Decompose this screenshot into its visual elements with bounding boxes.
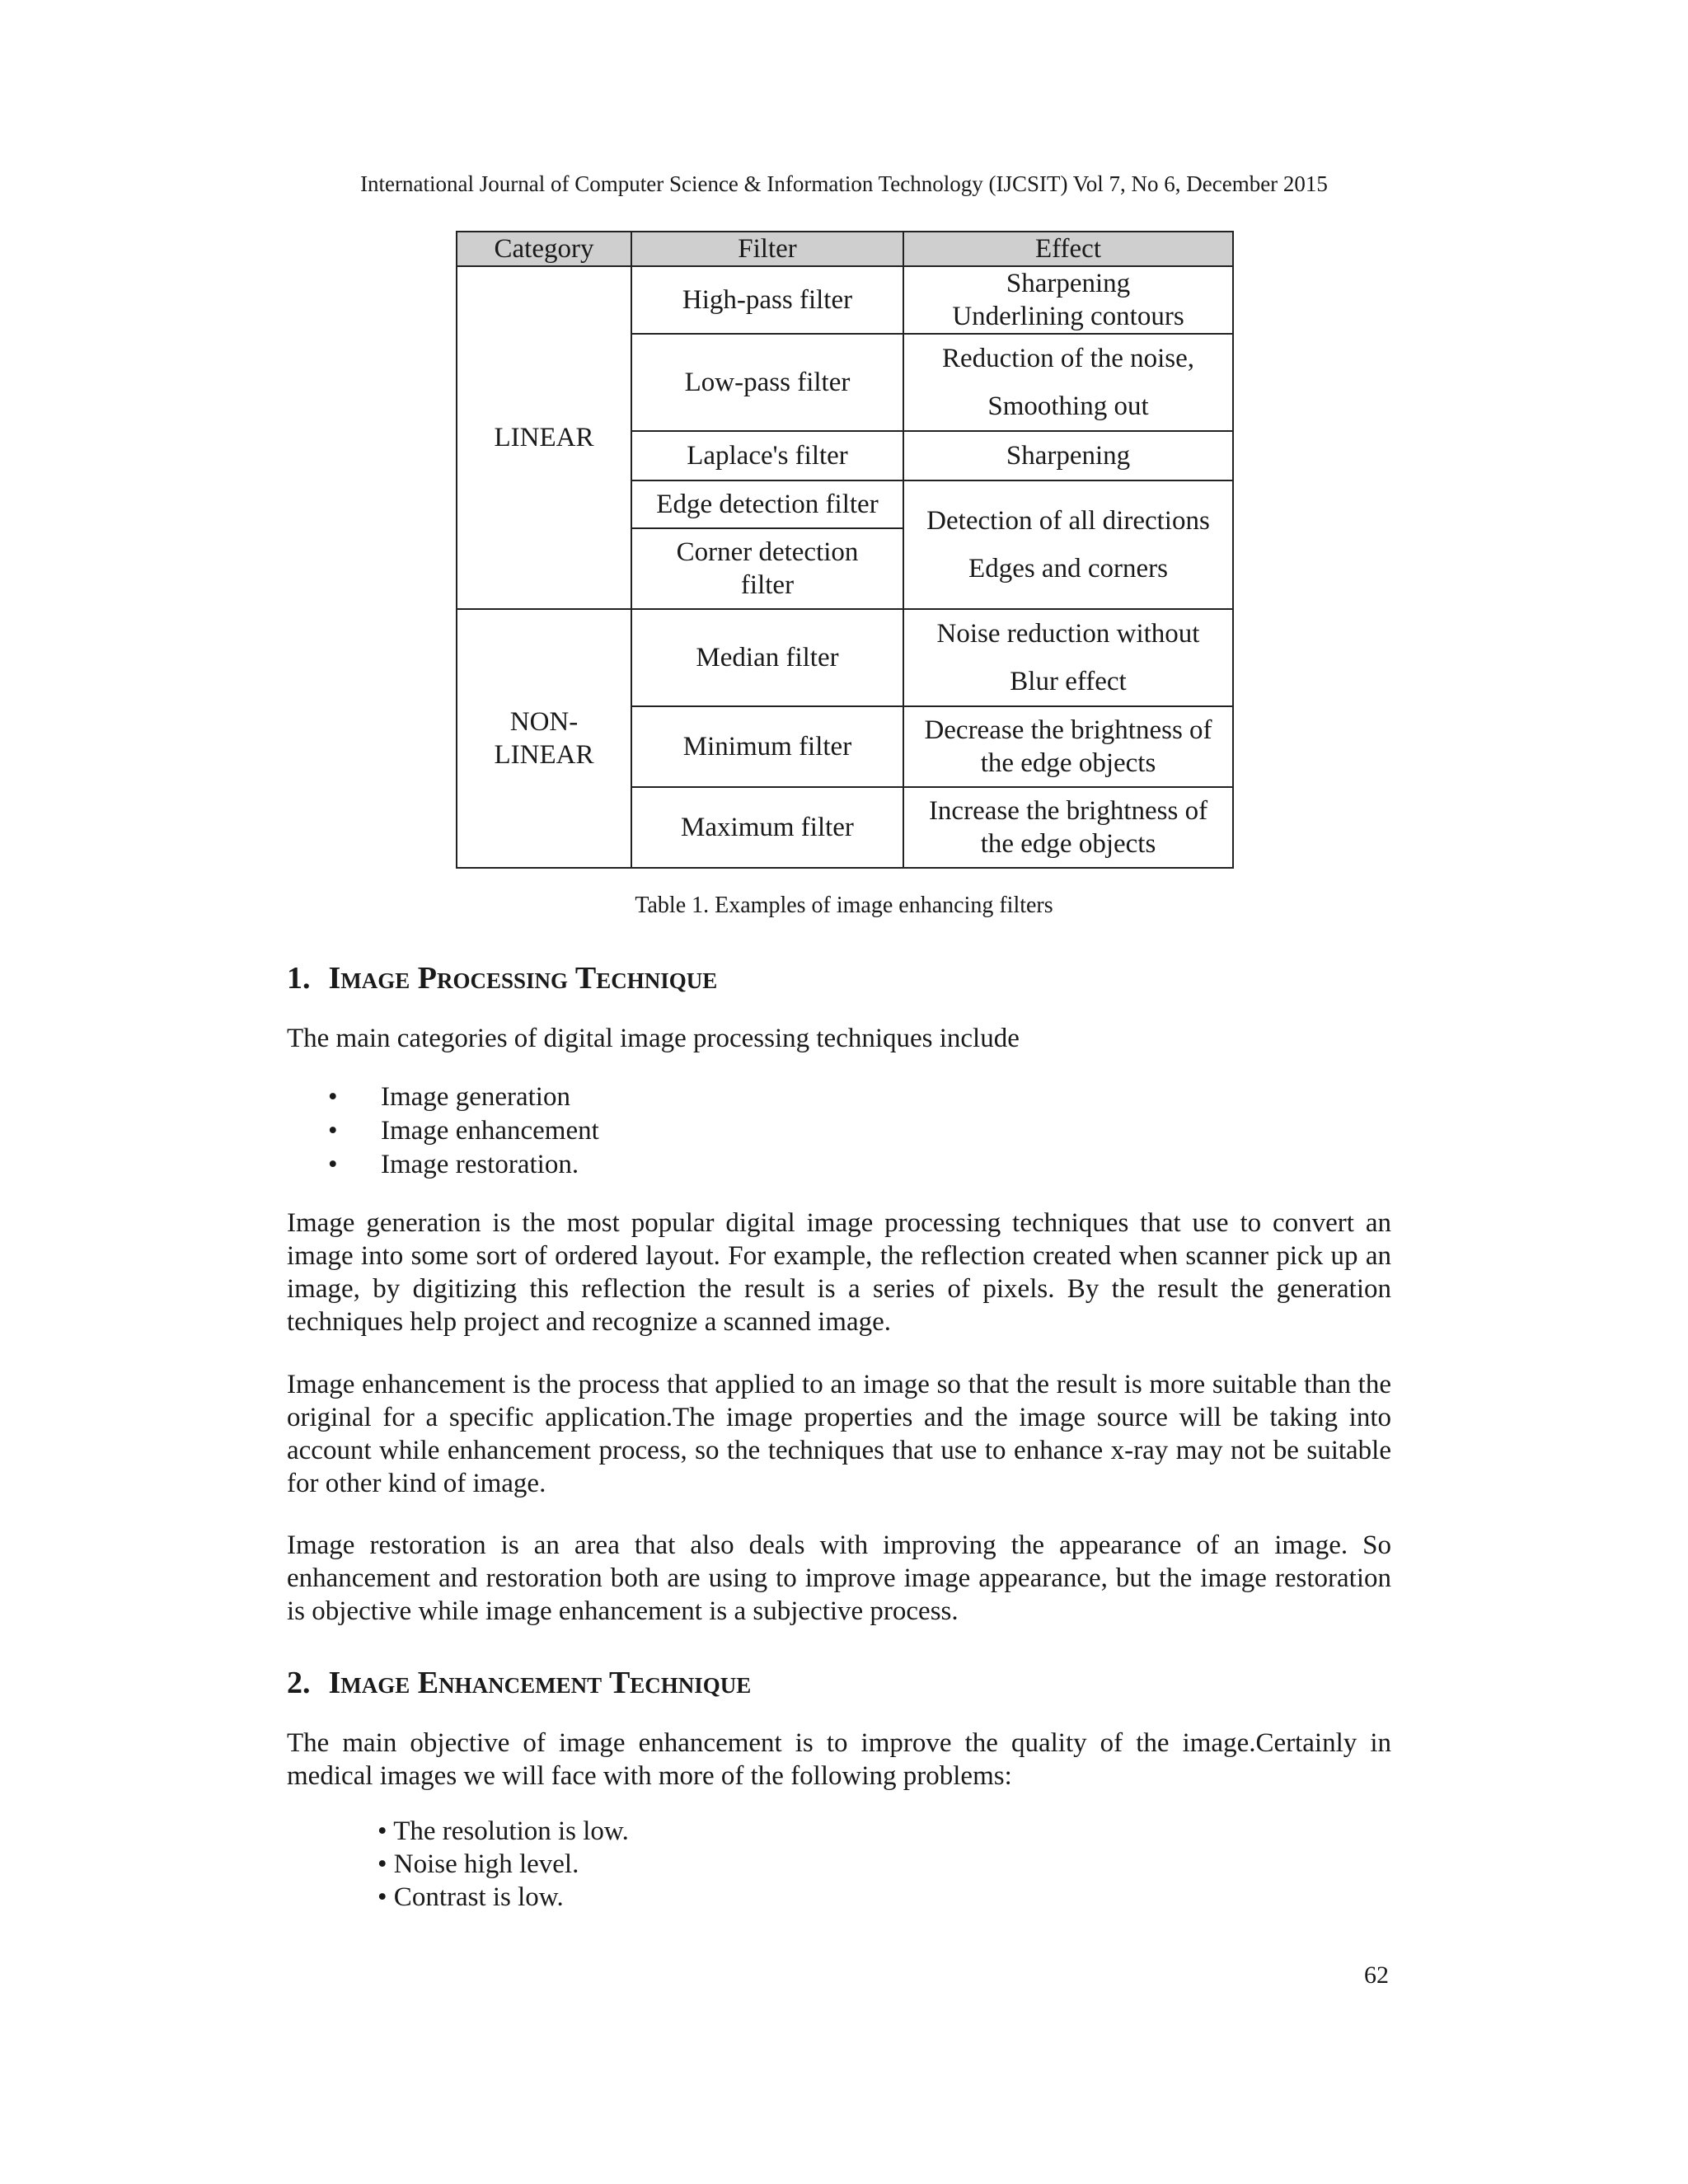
list-item: • Image generation [328, 1080, 599, 1114]
filter-cell: High-pass filter [631, 266, 903, 334]
effect-cell: Reduction of the noise, Smoothing out [903, 334, 1233, 431]
bullet-icon: • [328, 1082, 338, 1112]
section1-intro: The main categories of digital image processing techniques include [287, 1024, 1020, 1053]
table-row [457, 609, 1233, 706]
section-heading-2 [287, 1665, 751, 1701]
filter-cell: Edge detection filter [631, 480, 903, 528]
filter-cell: Minimum filter [631, 706, 903, 787]
filter-cell: Low-pass filter [631, 334, 903, 431]
effect-cell: Decrease the brightness of the edge objects [903, 706, 1233, 787]
list-item: • The resolution is low. [377, 1816, 629, 1846]
effect-cell: Sharpening [903, 431, 1233, 480]
section-number: 1. [287, 961, 311, 996]
table-caption: Table 1. Examples of image enhancing filters [635, 893, 1053, 918]
filter-cell: Median filter [631, 609, 903, 706]
section-number: 2. [287, 1666, 311, 1700]
list-item: • Noise high level. [377, 1849, 579, 1879]
list-item: • Image enhancement [328, 1114, 599, 1148]
list-item: • Contrast is low. [377, 1882, 564, 1912]
header-effect: Effect [903, 232, 1233, 266]
filters-table [456, 231, 1234, 869]
section-title: Image Processing Technique [328, 961, 718, 996]
table-header-row [457, 232, 1233, 266]
paragraph-image-restoration: Image restoration is an area that also deals with improving the appearance of an image. So enhancement and restoration both are using to improve image appearance, but the image restoration is objective while image enhancement is a subjective process. [287, 1530, 1391, 1626]
section-heading-1 [287, 960, 717, 996]
bullet-icon: • [328, 1116, 338, 1146]
filter-cell: Maximum filter [631, 787, 903, 868]
header-filter: Filter [631, 232, 903, 266]
effect-cell: Increase the brightness of the edge objects [903, 787, 1233, 868]
header-category: Category [457, 232, 631, 266]
category-nonlinear: NON- LINEAR [457, 609, 631, 868]
list-item: • Image restoration. [328, 1148, 599, 1182]
bullet-icon: • [328, 1150, 338, 1179]
table-row [457, 266, 1233, 334]
effect-cell: Sharpening Underlining contours [903, 266, 1233, 334]
section1-bullet-list [328, 1080, 599, 1182]
filter-cell: Laplace's filter [631, 431, 903, 480]
running-header: International Journal of Computer Science & Information Technology (IJCSIT) Vol 7, No 6, December 2015 [360, 171, 1328, 196]
page-number: 62 [1364, 1961, 1389, 1989]
effect-cell: Detection of all directions Edges and corners [903, 480, 1233, 609]
category-linear: LINEAR [457, 266, 631, 609]
paragraph-image-enhancement: Image enhancement is the process that applied to an image so that the result is more suitable than the original for a specific application.The image properties and the image source will be taking into account while enhancement process, so the techniques that use to enhance x-ray may not be suitable for other kind of image. [287, 1370, 1391, 1498]
section-title: Image Enhancement Technique [328, 1666, 752, 1700]
filter-cell: Corner detection filter [631, 528, 903, 609]
section2-intro: The main objective of image enhancement is to improve the quality of the image.Certainly in medical images we will face with more of the following problems: [287, 1728, 1391, 1791]
section2-problem-list [377, 1815, 629, 1914]
effect-cell: Noise reduction without Blur effect [903, 609, 1233, 706]
paragraph-image-generation: Image generation is the most popular digital image processing techniques that use to convert an image into some sort of ordered layout. For example, the reflection created when scanner pick up an image, by digitizing this reflection the result is a series of pixels. By the result the generation techniques help project and recognize a scanned image. [287, 1208, 1391, 1337]
